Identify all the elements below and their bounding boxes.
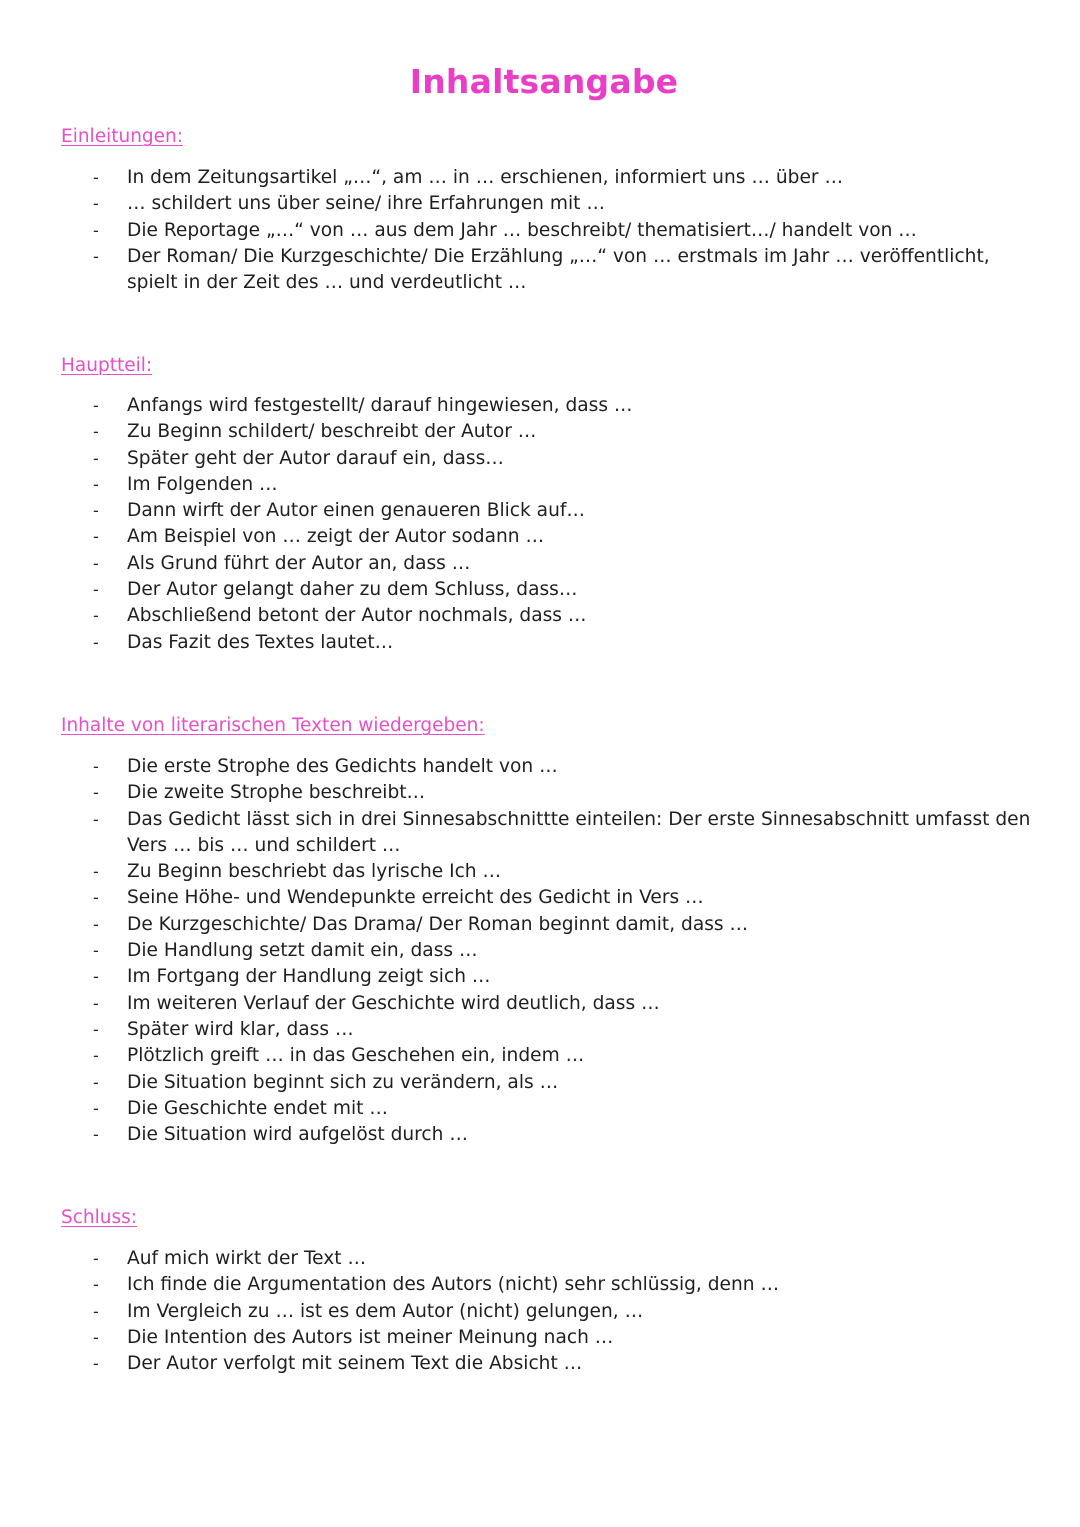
dash-bullet: - xyxy=(93,941,99,961)
list-item: - Später geht der Autor darauf ein, dass… xyxy=(0,446,1032,472)
dash-bullet: - xyxy=(93,553,99,573)
dash-bullet: - xyxy=(93,783,99,803)
dash-bullet: - xyxy=(93,448,99,468)
dash-bullet: - xyxy=(93,967,99,987)
dash-bullet: - xyxy=(93,580,99,600)
dash-bullet: - xyxy=(93,1125,99,1145)
list-item: - Zu Beginn beschriebt das lyrische Ich … xyxy=(0,859,1032,885)
dash-bullet: - xyxy=(93,1275,99,1295)
list-item: - Das Gedicht lässt sich in drei Sinnesabschnittte einteilen: Der erste Sinnesabschnitt umfasst den Vers … bis … und schildert … xyxy=(93,808,1031,856)
phrase-list xyxy=(0,754,1032,1148)
list-item: - In dem Zeitungsartikel „…“, am … in … erschienen, informiert uns … über … xyxy=(0,165,1032,191)
list-item: - Die Intention des Autors ist meiner Meinung nach … xyxy=(0,1325,1032,1351)
list-item: - … schildert uns über seine/ ihre Erfahrungen mit … xyxy=(0,191,1032,217)
list-item: - Später wird klar, dass … xyxy=(0,1017,1032,1043)
dash-bullet: - xyxy=(93,606,99,626)
list-item: - Seine Höhe- und Wendepunkte erreicht des Gedicht in Vers … xyxy=(0,885,1032,911)
list-item: - Anfangs wird festgestellt/ darauf hingewiesen, dass … xyxy=(0,393,1032,419)
dash-bullet: - xyxy=(93,474,99,494)
phrase-list xyxy=(0,165,1032,296)
list-item: - Plötzlich greift … in das Geschehen ein, indem … xyxy=(0,1043,1032,1069)
section-heading: Schluss: xyxy=(61,1207,138,1228)
list-item: - Die Reportage „…“ von … aus dem Jahr … beschreibt/ thematisiert…/ handelt von … xyxy=(0,218,1032,244)
dash-bullet: - xyxy=(93,168,99,187)
dash-bullet: - xyxy=(93,914,99,934)
dash-bullet: - xyxy=(93,1301,99,1321)
list-item: - Abschließend betont der Autor nochmals, dass … xyxy=(0,603,1032,629)
dash-bullet: - xyxy=(93,993,99,1013)
dash-bullet: - xyxy=(93,501,99,521)
dash-bullet: - xyxy=(93,809,99,829)
list-item: - Im Fortgang der Handlung zeigt sich … xyxy=(0,964,1032,990)
list-item: - Zu Beginn schildert/ beschreibt der Autor … xyxy=(0,419,1032,445)
list-item: - Die erste Strophe des Gedichts handelt von … xyxy=(0,754,1032,780)
page-title: Inhaltsangabe xyxy=(409,62,679,101)
phrase-list xyxy=(0,393,1032,656)
phrase-list xyxy=(0,1246,1032,1377)
list-item: - Als Grund führt der Autor an, dass … xyxy=(0,551,1032,577)
dash-bullet: - xyxy=(93,194,99,214)
dash-bullet: - xyxy=(93,1249,99,1268)
dash-bullet: - xyxy=(93,1072,99,1092)
dash-bullet: - xyxy=(93,757,99,776)
dash-bullet: - xyxy=(93,632,99,652)
dash-bullet: - xyxy=(93,246,99,266)
section-heading: Einleitungen: xyxy=(61,126,184,147)
dash-bullet: - xyxy=(93,220,99,240)
list-item: - Der Roman/ Die Kurzgeschichte/ Die Erzählung „…“ von … erstmals im Jahr … veröffentlicht, spielt in der Zeit des … und verdeutlicht … xyxy=(93,245,990,294)
list-item: - Die Geschichte endet mit … xyxy=(0,1096,1032,1122)
list-item: - Dann wirft der Autor einen genaueren Blick auf… xyxy=(0,498,1032,524)
dash-bullet: - xyxy=(93,888,99,908)
dash-bullet: - xyxy=(93,527,99,547)
dash-bullet: - xyxy=(93,396,99,415)
list-item: - Im weiteren Verlauf der Geschichte wird deutlich, dass … xyxy=(0,991,1032,1017)
list-item: - Der Autor verfolgt mit seinem Text die Absicht … xyxy=(0,1351,1032,1377)
list-item: - Das Fazit des Textes lautet… xyxy=(0,630,1032,656)
list-item: - Die Situation wird aufgelöst durch … xyxy=(0,1122,1032,1148)
list-item: - Der Autor gelangt daher zu dem Schluss, dass… xyxy=(0,577,1032,603)
dash-bullet: - xyxy=(93,1019,99,1039)
list-item: - Ich finde die Argumentation des Autors (nicht) sehr schlüssig, denn … xyxy=(0,1272,1032,1298)
dash-bullet: - xyxy=(93,862,99,882)
list-item: - De Kurzgeschichte/ Das Drama/ Der Roman beginnt damit, dass … xyxy=(0,912,1032,938)
dash-bullet: - xyxy=(93,422,99,442)
section-heading: Hauptteil: xyxy=(61,355,153,376)
dash-bullet: - xyxy=(93,1327,99,1347)
list-item: - Im Vergleich zu … ist es dem Autor (nicht) gelungen, … xyxy=(0,1299,1032,1325)
list-item: - Am Beispiel von … zeigt der Autor sodann … xyxy=(0,524,1032,550)
list-item: - Die Handlung setzt damit ein, dass … xyxy=(0,938,1032,964)
dash-bullet: - xyxy=(93,1098,99,1118)
list-item: - Die Situation beginnt sich zu verändern, als … xyxy=(0,1070,1032,1096)
list-item: - Im Folgenden … xyxy=(0,472,1032,498)
list-item: - Auf mich wirkt der Text … xyxy=(0,1246,1032,1272)
dash-bullet: - xyxy=(93,1046,99,1066)
list-item: - Die zweite Strophe beschreibt… xyxy=(0,780,1032,806)
section-heading: Inhalte von literarischen Texten wiedergeben: xyxy=(61,715,485,736)
dash-bullet: - xyxy=(93,1354,99,1374)
